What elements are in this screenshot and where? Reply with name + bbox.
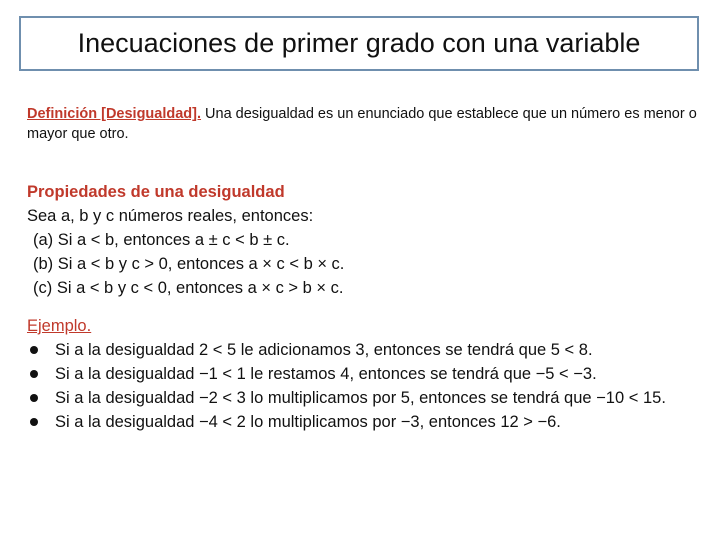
properties-section [27,180,699,300]
properties-intro: Sea a, b y c números reales, entonces: [27,207,314,225]
example-text: Si a la desigualdad 2 < 5 le adicionamos 3, entonces se tendrá que 5 < 8. [55,341,593,359]
examples-list [27,338,699,434]
examples-section [27,314,699,434]
example-text: Si a la desigualdad −2 < 3 lo multiplicamos por 5, entonces se tendrá que −10 < 15. [55,389,666,407]
bullet-icon [30,370,38,378]
property-item-a: (a) Si a < b, entonces a ± c < b ± c. [33,231,290,249]
page-title: Inecuaciones de primer grado con una variable [77,28,641,58]
properties-heading: Propiedades de una desigualdad [27,183,285,201]
definition-paragraph [27,104,699,144]
example-text: Si a la desigualdad −4 < 2 lo multiplicamos por −3, entonces 12 > −6. [55,413,561,431]
definition-text: Una desigualdad es un enunciado que establece que un número es menor o mayor que otro. [27,106,697,142]
list-item [27,338,699,362]
property-item-b: (b) Si a < b y c > 0, entonces a × c < b × c. [33,255,345,273]
bullet-icon [30,394,38,402]
property-item-c: (c) Si a < b y c < 0, entonces a × c > b × c. [33,279,344,297]
bullet-icon [30,418,38,426]
definition-label: Definición [Desigualdad]. [27,106,202,122]
list-item [27,410,699,434]
example-text: Si a la desigualdad −1 < 1 le restamos 4, entonces se tendrá que −5 < −3. [55,365,597,383]
examples-heading: Ejemplo. [27,317,92,335]
list-item [27,362,699,386]
bullet-icon [30,346,38,354]
list-item [27,386,699,410]
title-box [19,16,699,71]
